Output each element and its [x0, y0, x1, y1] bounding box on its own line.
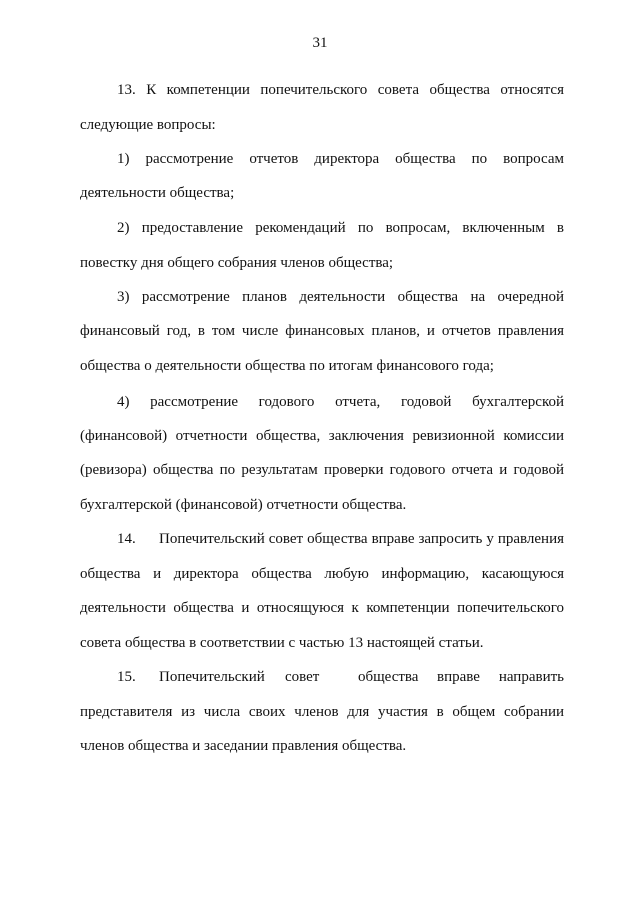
list-item-4-line-3: (ревизора) общества по результатам проверки годового отчета и годовой: [80, 462, 564, 478]
list-item-3-line-3: общества о деятельности общества по итогам финансового года;: [80, 358, 494, 374]
paragraph-15-word-5: направить: [498, 669, 564, 685]
paragraph-14-line-2: общества и директора общества любую информацию, касающуюся: [80, 566, 564, 582]
paragraph-14-number: 14.: [117, 531, 136, 547]
paragraph-15-line-2: представителя из числа своих членов для участия в общем собрании: [80, 704, 564, 720]
paragraph-14-line-4: совета общества в соответствии с частью 13 настоящей статьи.: [80, 635, 484, 651]
list-item-4-line-1: 4) рассмотрение годового отчета, годовой бухгалтерской: [117, 394, 564, 410]
paragraph-14-line-1-text: Попечительский совет общества вправе запросить у правления: [159, 531, 564, 547]
list-item-1-line-1: 1) рассмотрение отчетов директора общества по вопросам: [117, 151, 564, 167]
paragraph-15-line-3: членов общества и заседании правления общества.: [80, 738, 407, 754]
list-item-2-line-1: 2) предоставление рекомендаций по вопросам, включенным в: [117, 220, 564, 236]
paragraph-13-line-2: следующие вопросы:: [80, 117, 216, 133]
paragraph-15-word-4: вправе: [437, 669, 480, 685]
list-item-2-line-2: повестку дня общего собрания членов общества;: [80, 255, 394, 271]
list-item-4-line-2: (финансовой) отчетности общества, заключения ревизионной комиссии: [80, 428, 564, 444]
paragraph-15-word-3: общества: [358, 669, 419, 685]
list-item-1-line-2: деятельности общества;: [80, 185, 235, 201]
paragraph-15-word-2: совет: [285, 669, 320, 685]
list-item-3-line-1: 3) рассмотрение планов деятельности общества на очередной: [117, 289, 564, 305]
list-item-4-line-4: бухгалтерской (финансовой) отчетности общества.: [80, 497, 407, 513]
paragraph-14-line-3: деятельности общества и относящуюся к компетенции попечительского: [80, 600, 564, 616]
paragraph-15-number: 15.: [117, 669, 136, 685]
paragraph-15-word-1: Попечительский: [159, 669, 265, 685]
page-number: 31: [312, 35, 328, 51]
paragraph-13-line-1: 13. К компетенции попечительского совета общества относятся: [117, 82, 564, 98]
list-item-3-line-2: финансовый год, в том числе финансовых планов, и отчетов правления: [80, 323, 564, 339]
